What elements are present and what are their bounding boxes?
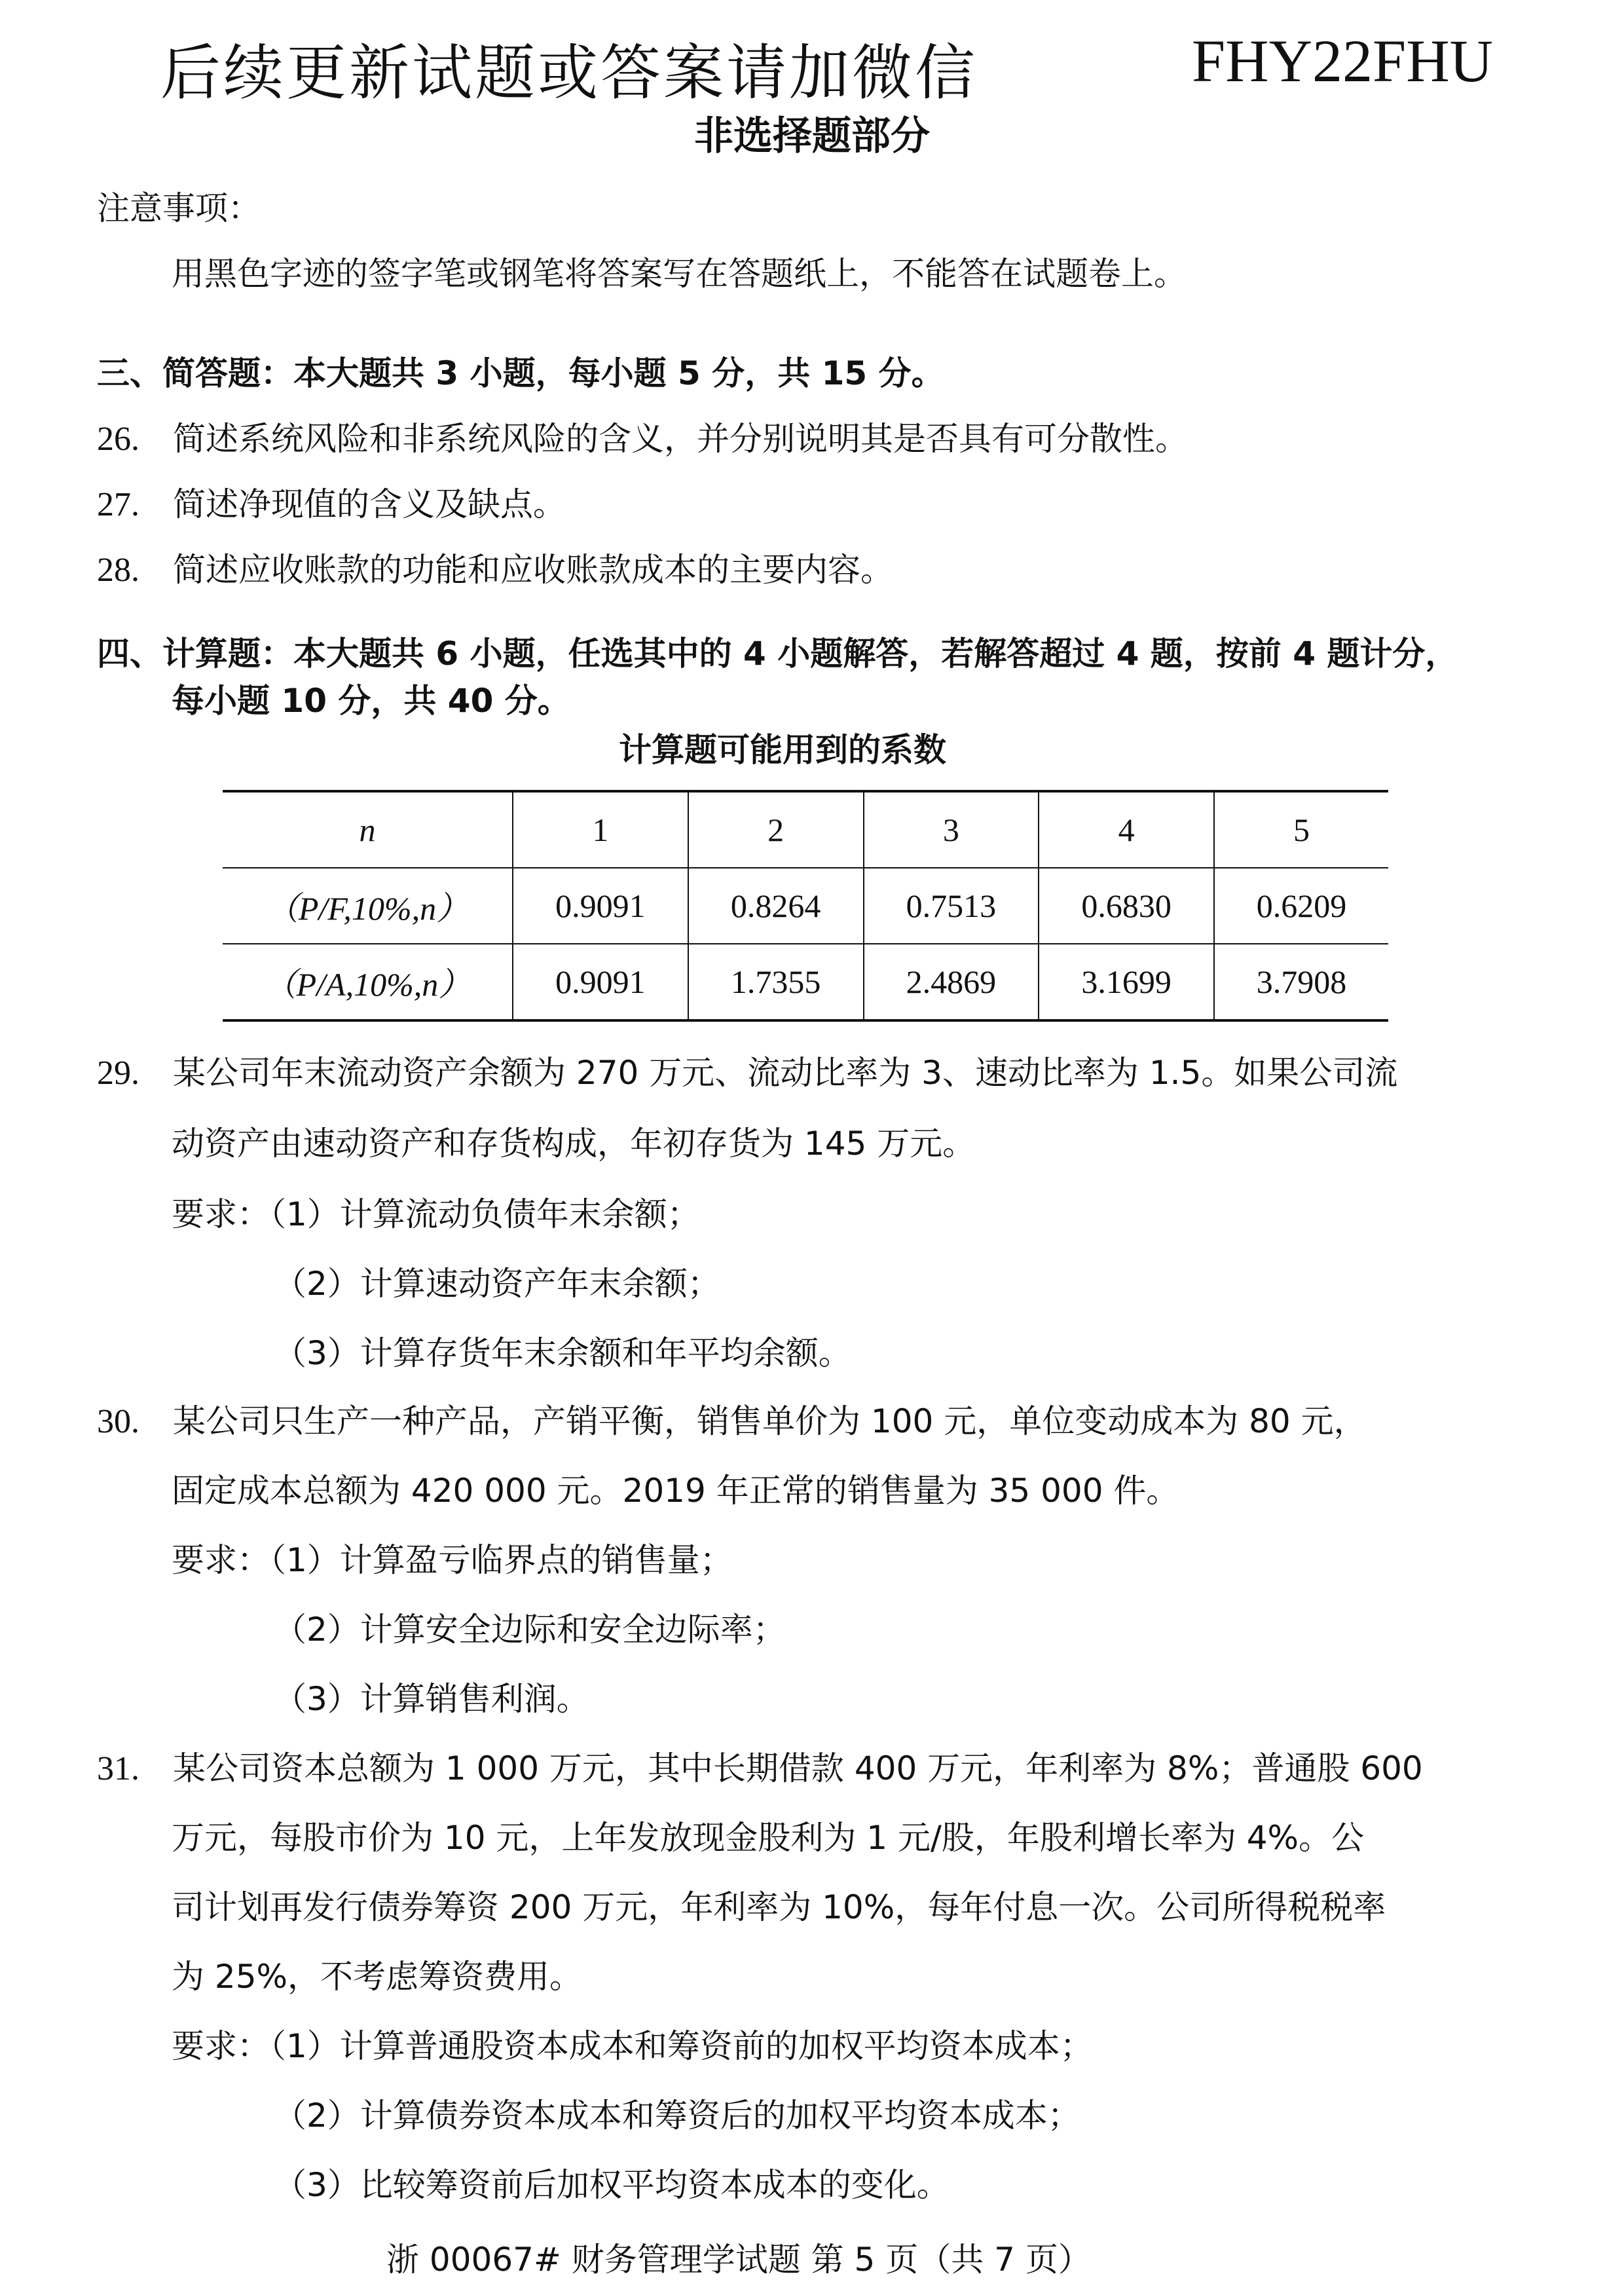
question-number: 27. [97, 486, 139, 523]
question-text: 某公司资本总额为 1 000 万元，其中长期借款 400 万元，年利率为 8%；普通股 600 [173, 1749, 1423, 1787]
part3-heading: 三、简答题：本大题共 3 小题，每小题 5 分，共 15 分。 [97, 354, 944, 392]
header-cell: 5 [1214, 791, 1388, 868]
table-cell: 1.7355 [688, 944, 864, 1020]
header-cell: 4 [1039, 791, 1214, 868]
question-number: 31. [97, 1750, 139, 1787]
question-29-req3: （3）计算存货年末余额和年平均余额。 [274, 1334, 851, 1372]
question-31-line3: 司计划再发行债券筹资 200 万元，年利率为 10%，每年付息一次。公司所得税税率 [172, 1888, 1386, 1926]
table-cell: 0.8264 [688, 868, 864, 944]
question-31-line2: 万元，每股市价为 10 元，上年发放现金股利为 1 元/股，年股利增长率为 4%。公 [172, 1819, 1365, 1857]
question-31-req1: 要求：（1）计算普通股资本成本和筹资前的加权平均资本成本； [172, 2027, 1093, 2065]
page-footer: 浙 00067# 财务管理学试题 第 5 页（共 7 页） [386, 2241, 1091, 2279]
question-29-req1: 要求：（1）计算流动负债年末余额； [172, 1195, 700, 1233]
row-label: （P/A,10%,n） [263, 966, 471, 1003]
question-text: 简述应收账款的功能和应收账款成本的主要内容。 [173, 551, 893, 589]
table-cell: 0.9091 [513, 868, 688, 944]
question-31-req2: （2）计算债券资本成本和筹资后的加权平均资本成本； [274, 2097, 1080, 2135]
part4-heading-line2: 每小题 10 分，共 40 分。 [172, 682, 570, 720]
table-cell: 0.9091 [513, 944, 688, 1020]
question-30-line2: 固定成本总额为 420 000 元。2019 年正常的销售量为 35 000 件。 [172, 1472, 1179, 1510]
header-cell: 1 [513, 791, 688, 868]
question-29-req2: （2）计算速动资产年末余额； [274, 1265, 720, 1303]
question-text: 某公司年末流动资产余额为 270 万元、流动比率为 3、速动比率为 1.5。如果公司流 [173, 1054, 1398, 1092]
question-30-line1 [97, 1395, 1367, 1442]
question-31-line4: 为 25%，不考虑筹资费用。 [172, 1958, 583, 1996]
question-number: 26. [97, 420, 139, 458]
question-text: 简述净现值的含义及缺点。 [173, 485, 566, 523]
table-caption: 计算题可能用到的系数 [619, 731, 946, 769]
question-text: 简述系统风险和非系统风险的含义，并分别说明其是否具有可分散性。 [173, 420, 1188, 458]
question-number: 29. [97, 1054, 139, 1092]
question-27 [97, 478, 566, 525]
question-31-req3: （3）比较筹资前后加权平均资本成本的变化。 [274, 2166, 950, 2204]
table-cell: 0.7513 [864, 868, 1039, 944]
section-title: 非选择题部分 [694, 113, 930, 159]
question-number: 28. [97, 551, 139, 589]
question-28 [97, 544, 893, 591]
table-row [223, 868, 1388, 944]
table-cell: 3.1699 [1039, 944, 1214, 1020]
question-text: 某公司只生产一种产品，产销平衡，销售单价为 100 元，单位变动成本为 80 元， [173, 1402, 1367, 1440]
question-30-req3: （3）计算销售利润。 [274, 1680, 589, 1718]
table-cell: 3.7908 [1214, 944, 1388, 1020]
question-29-line1 [97, 1047, 1397, 1094]
notes-label: 注意事项： [97, 189, 261, 227]
header-cell: 3 [864, 791, 1039, 868]
question-30-req1: 要求：（1）计算盈亏临界点的销售量； [172, 1541, 733, 1579]
header-cell: n [223, 791, 513, 868]
header-cell: 2 [688, 791, 864, 868]
table-row [223, 944, 1388, 1020]
row-label: （P/F,10%,n） [223, 868, 513, 944]
question-number: 30. [97, 1403, 139, 1440]
part4-heading-line1: 四、计算题：本大题共 6 小题，任选其中的 4 小题解答，若解答超过 4 题，按前 4 题计分， [97, 635, 1458, 673]
question-30-req2: （2）计算安全边际和安全边际率； [274, 1611, 786, 1649]
table-cell: 0.6830 [1039, 868, 1214, 944]
banner-text: 后续更新试题或答案请加微信 [160, 38, 978, 108]
question-31-line1 [97, 1742, 1423, 1789]
question-29-line2: 动资产由速动资产和存货构成，年初存货为 145 万元。 [172, 1125, 976, 1163]
banner-code: FHY22FHU [1192, 28, 1494, 94]
question-26 [97, 413, 1188, 460]
coefficient-table [223, 790, 1388, 1022]
notes-text: 用黑色字迹的签字笔或钢笔将答案写在答题纸上，不能答在试题卷上。 [172, 255, 1187, 293]
table-header-row [223, 791, 1388, 868]
table-cell: 2.4869 [864, 944, 1039, 1020]
table-cell: 0.6209 [1214, 868, 1388, 944]
